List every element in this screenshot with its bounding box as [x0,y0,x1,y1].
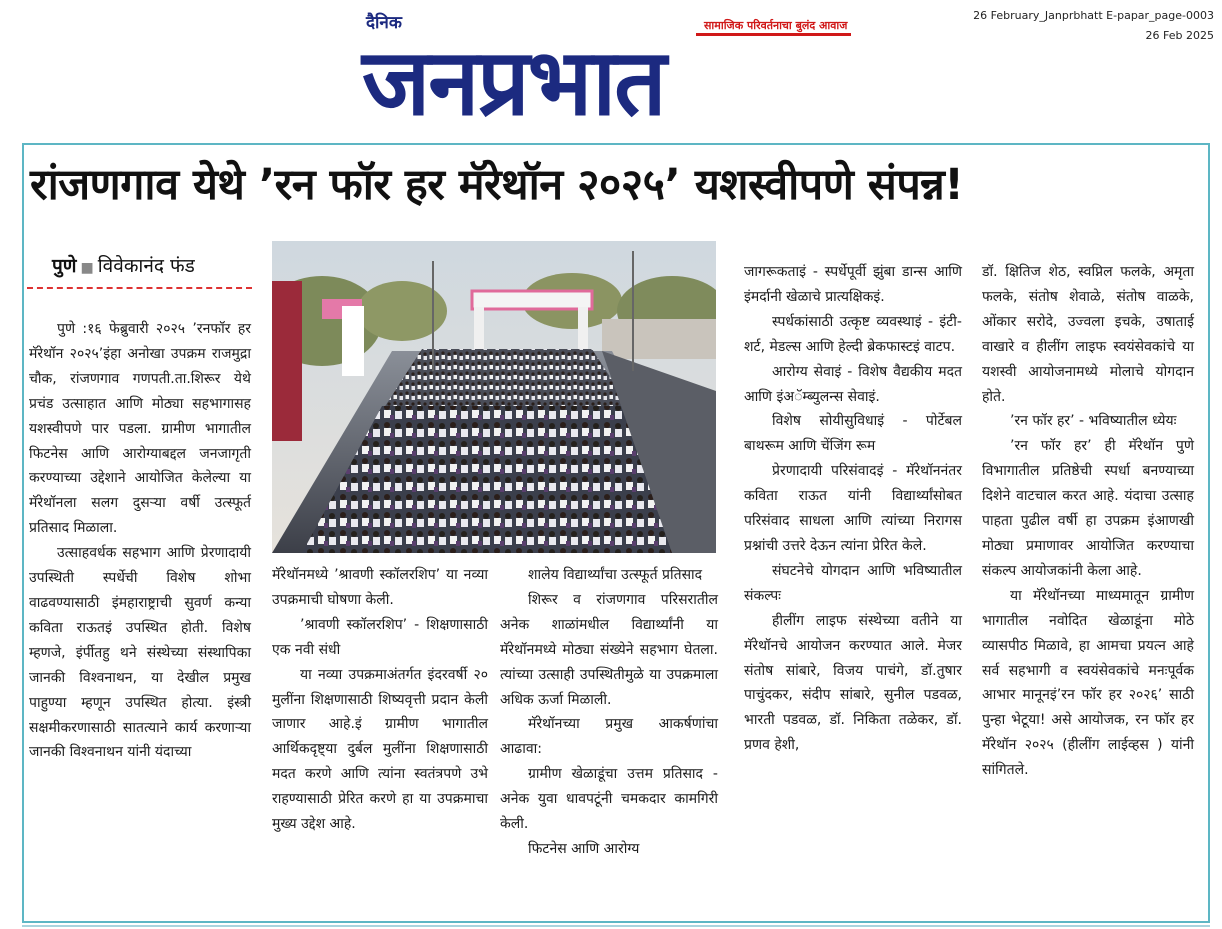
page-meta [973,6,1214,46]
byline-author: विवेकानंद फंड [97,255,195,277]
article-column-3 [500,563,718,862]
article-column-4 [744,260,962,758]
paragraph: या मॅरेथॉनच्या माध्यमातून ग्रामीण भागातील नवोदित खेळाडूंना मोठे व्यासपीठ मिळावे, हा आमचा प्रयत्न आहे सर्व सहभागी व स्वयंसेवकांचे मनःपूर्वक आभार मानूनइं’रन फॉर हर २०२६’ साठी पुन्हा भेटूया! असे आयोजक, रन फॉर हर मॅरेथॉन २०२५ (हीलींग लाईव्हस ) यांनी सांगितले. [982,587,1194,779]
subheading: ’रन फॉर हर’ - भविष्यातील ध्येयः [1010,413,1177,430]
paragraph: ग्रामीण खेळाडूंचा उत्तम प्रतिसाद - अनेक युवा धावपटूंनी चमकदार कामगिरी केली. [500,766,718,833]
paragraph: जागरूकताइं - स्पर्धेपूर्वी झुंबा डान्स आणि इंमर्दानी खेळाचे प्रात्यक्षिकइं. [744,264,962,305]
paragraph: प्रेरणादायी परिसंवादइं - मॅरेथॉननंतर कविता राऊत यांनी विद्यार्थ्यांसोबत परिसंवाद साधला आणि त्यांच्या निरागस प्रश्नांची उत्तरे देऊन त्यांना प्रेरित केले. [744,463,962,554]
byline-divider [27,287,252,289]
article-byline [52,252,195,282]
article-column-1 [29,317,251,765]
article-headline: रांजणगाव येथे ’रन फॉर हर मॅरेथॉन २०२५’ यशस्वीपणे संपन्न! [30,160,964,210]
page-date: 26 Feb 2025 [1145,29,1214,42]
article-column-5 [982,260,1194,783]
paragraph: स्पर्धकांसाठी उत्कृष्ट व्यवस्थाइं - इंटी-शर्ट, मेडल्स आणि हेल्दी ब्रेकफास्टइं वाटप. [744,313,962,355]
paragraph: हीलींग लाइफ संस्थेच्या वतीने या मॅरेथॉनचे आयोजन करण्यात आले. मेजर संतोष सांबारे, विजय पाचंगे, डॉ.तुषार पाचुंदकर, संदीप सांबारे, सुनील पडवळ, भारती पडवळ, डॉ. निकिता तळेकर, डॉ. प्रणव हेशी, [744,612,962,754]
paragraph: विशेष सोयीसुविधाइं - पोर्टेबल बाथरूम आणि चेंजिंग रूम [744,413,962,455]
paragraph: शिरूर व रांजणगाव परिसरातील अनेक शाळांमधील विद्यार्थ्यांनी या मॅरेथॉनमध्ये मोठ्या संख्येने सहभाग घेतला. त्यांच्या उत्साही उपस्थितीमुळे या उपक्रमाला अधिक ऊर्जा मिळाली. [500,591,718,708]
masthead [360,8,860,138]
article-column-2 [272,563,488,837]
paragraph: मॅरेथॉनमध्ये ’श्रावणी स्कॉलरशिप’ या नव्या उपक्रमाची घोषणा केली. [272,567,488,608]
byline-separator-icon: ■ [80,260,94,276]
paragraph: फिटनेस आणि आरोग्य [528,840,640,857]
paragraph: ’रन फॉर हर’ ही मॅरेथॉन पुणे विभागातील प्रतिष्ठेची स्पर्धा बनण्याच्या दिशेने वाटचाल करत आहे. यंदाचा उत्साह पाहता पुढील वर्षी हा उपक्रम इंआणखी मोठ्या प्रमाणावर आयोजित करण्याचा संकल्प आयोजकांनी केला आहे. [982,438,1194,579]
article-photo [272,241,716,553]
subheading: मॅरेथॉनच्या प्रमुख आकर्षणांचा आढावा: [500,716,718,758]
paragraph: पुणे :१६ फेब्रुवारी २०२५ ’रनफॉर हर मॅरेथॉन २०२५’इंहा अनोखा उपक्रम राजमुद्रा चौक, रांजणगाव गणपती.ता.शिरूर येथे प्रचंड उत्साहात आणि मोठ्या सहभागासह यशस्वीपणे पार पडला. ग्रामीण भागातील फिटनेस आणि आरोग्याबद्दल जनजागृती करण्याच्या उद्देशाने आयोजित केलेल्या या मॅरेथॉनला सलग दुसऱ्या वर्षी उत्स्फूर्त प्रतिसाद मिळाला. [29,321,251,537]
subheading: संघटनेचे योगदान आणि भविष्यातील संकल्पः [744,562,962,604]
masthead-tagline: सामाजिक परिवर्तनाचा बुलंद आवाज [704,19,848,32]
marathon-crowd-photo [272,241,716,553]
page-file-name: 26 February_Janprbhatt E-papar_page-0003 [973,9,1214,22]
paragraph: या नव्या उपक्रमाअंतर्गत इंदरवर्षी २० मुलींना शिक्षणासाठी शिष्यवृत्ती प्रदान केली जाणार आहे.इं ग्रामीण भागातील आर्थिकदृष्ट्या दुर्बल मुलींना शिक्षणासाठी मदत करणे आणि त्यांना स्वतंत्रपणे उभे राहण्यासाठी प्रेरित करणे हा या उपक्रमाचा मुख्य उद्देश आहे. [272,666,488,833]
bottom-divider [22,925,1210,927]
paragraph: डॉ. क्षितिज शेठ, स्वप्निल फलके, अमृता फलके, संतोष शेवाळे, संतोष वाळके, ओंकार सरोदे, उज्वला इचके, उषाताई वाखारे व हीलींग लाइफ स्वयंसेवकांचे या यशस्वी आयोजनामध्ये मोलाचे योगदान होते. [982,264,1194,405]
paragraph: आरोग्य सेवाइं - विशेष वैद्यकीय मदत आणि इंअॅम्ब्युलन्स सेवाइं. [744,363,962,405]
paragraph: उत्साहवर्धक सहभाग आणि प्रेरणादायी उपस्थिती स्पर्धेची विशेष शोभा वाढवण्यासाठी इंमहाराष्ट्राची सुवर्ण कन्या कविता राऊतइं उपस्थित होती. विशेष म्हणजे, इंर्पीतहु थने संस्थेच्या संस्थापिका जानकी विश्वनाथन, या देखील प्रमुख पाहुण्या म्हणून उपस्थित होत्या. इंस्त्री सक्षमीकरणासाठी सातत्याने कार्य करणाऱ्या जानकी विश्वनाथन यांनी यंदाच्या [29,545,251,761]
subheading: शालेय विद्यार्थ्यांचा उत्स्फूर्त प्रतिसाद [528,567,703,583]
byline-place: पुणे [52,255,77,277]
masthead-title: जनप्रभात [362,29,665,136]
subheading: ’श्रावणी स्कॉलरशिप’ - शिक्षणासाठी एक नवी संधी [272,616,488,658]
masthead-prefix: दैनिक [366,13,402,33]
